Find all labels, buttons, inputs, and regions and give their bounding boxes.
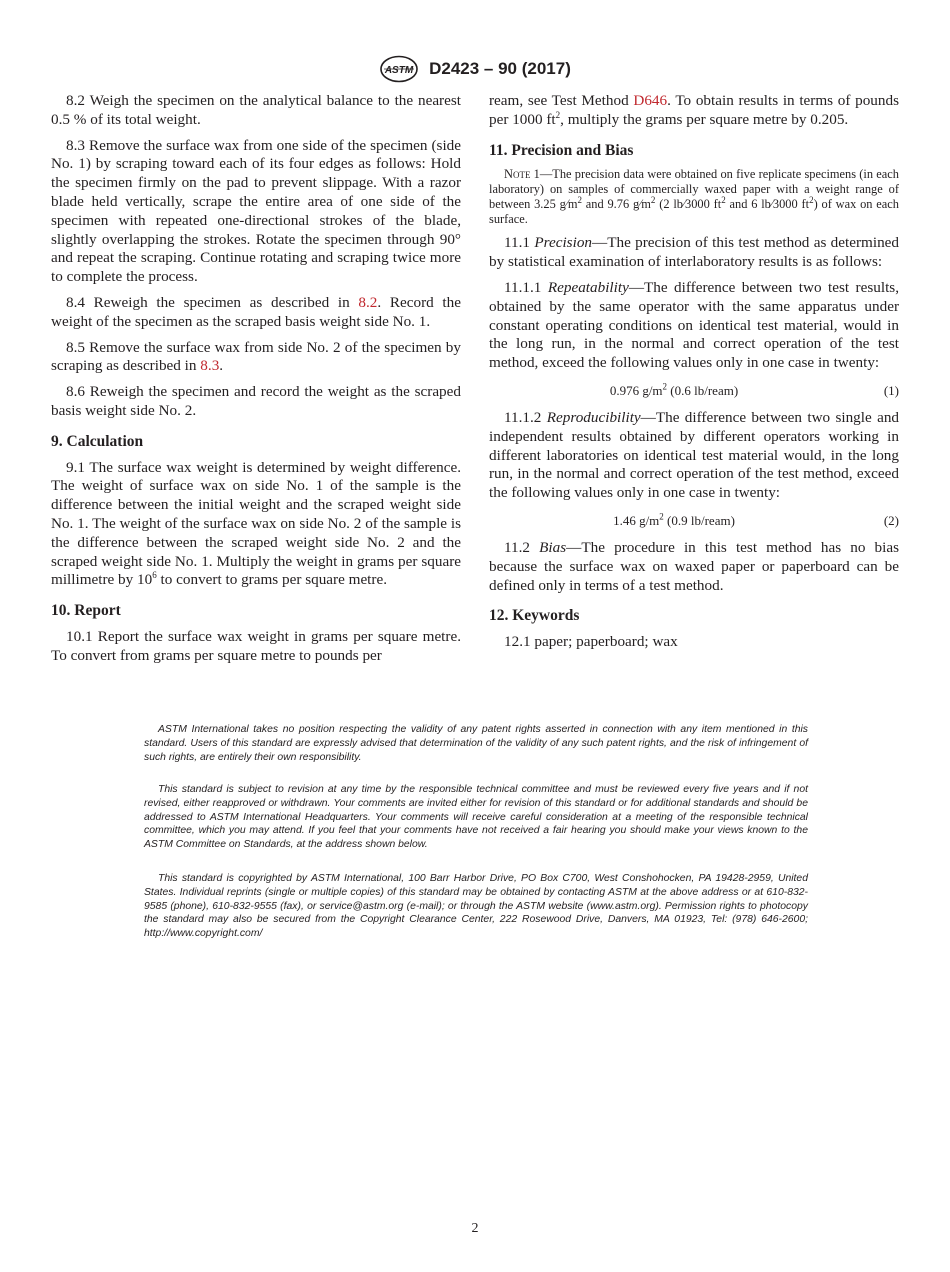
left-column [51,92,461,673]
equation-number: (1) [883,382,899,398]
section-8-5: 8.5 Remove the surface wax from side No. 2 of the specimen by scraping as described in 8.3. [51,338,461,375]
equation-2: 1.46 $g/m^2$ (0.9 lb/ream) (2) [489,510,899,532]
heading-precision-bias: 11. Precision and Bias [489,141,634,159]
right-column [489,92,899,659]
heading-calculation: 9. Calculation [51,432,144,450]
link-8-3[interactable]: 8.3 [200,357,220,375]
section-10-1-continued: ream, see Test Method D646. To obtain results in terms of pounds per 1000 $ft^2$, multiply the grams per square metre by 0.205. [489,92,899,128]
svg-text:ASTM: ASTM [384,65,414,76]
section-11-2: 11.2 Bias—The procedure in this test method has no bias because the surface wax on waxed paper or paperboard can be defined only in terms of a test method. [489,538,900,594]
heading-report: 10. Report [51,602,121,620]
note-1: Note 1—The precision data were obtained on five replicate specimens (in each laboratory) on samples of commercially waxed paper with a weight range of between 3.25 $g⁄m^2$ and 9.76 $g⁄m^2$ (2 lb⁄3000 $ft^2$ and 6 lb⁄3000 $ft^2$) of wax on each surface. [489,167,899,227]
heading-keywords: 12. Keywords [489,607,580,625]
section-11-1-2: 11.1.2 Reproducibility—The difference between two single and independent results obtained by different operators working in different laboratories on identical test material would, in the long run, in the normal and correct operation of the test method, exceed the following values only in one case in twenty: [489,408,900,502]
section-12-1: 12.1 paper; paperboard; wax [504,633,678,651]
link-d646[interactable]: D646 [633,92,668,109]
standard-designation: D2423 – 90 (2017) [429,59,571,78]
section-9-1: 9.1 The surface wax weight is determined by weight difference. The weight of surface wax on side No. 1 of the sample is the difference between the initial weight and the scraped weight side No. 1. The weight of the surface wax on side No. 2 of the sample is the difference between the scraped weight side No. 2 and the scraped weight side No. 1. Multiply the weight in grams per square millimetre by $10^6$ to convert to grams per square metre. [51,458,461,589]
footer-revision-notice: This standard is subject to revision at any time by the responsible technical committee and must be reviewed every five years and if not revised, either reapproved or withdrawn. Your comments are invited either for revision of this standard or for additional standards and should be addressed to ASTM International Headquarters. Your comments will receive careful consideration at a meeting of the responsible technical committee, which you may attend. If you feel that your comments have not received a fair hearing you should make your views known to the ASTM Committee on Standards, at the address shown below. [144,784,808,851]
section-11-1: 11.1 Precision—The precision of this test method as determined by statistical examination of interlaboratory results is as follows: [489,234,900,271]
astm-logo-icon [379,55,419,83]
page-header [0,55,950,83]
page-number: 2 [471,1221,479,1236]
section-10-1: 10.1 Report the surface wax weight in grams per square metre. To convert from grams per square metre to pounds per [51,627,461,664]
equation-1: 0.976 $g/m^2$ (0.6 lb/ream) (1) [489,380,899,402]
footer-copyright-notice: This standard is copyrighted by ASTM International, 100 Barr Harbor Drive, PO Box C700, West Conshohocken, PA 19428-2959, United States. Individual reprints (single or multiple copies) of this standard may be obtained by contacting ASTM at the above address or at 610-832-9585 (phone), 610-832-9555 (fax), or service@astm.org (e-mail); or through the ASTM website (www.astm.org). Permission rights to photocopy the standard may also be secured from the Copyright Clearance Center, 222 Rosewood Drive, Danvers, MA 01923, Tel: (978) 646-2600; http://www.copyright.com/ [144,873,808,940]
footer-patent-notice: ASTM International takes no position respecting the validity of any patent rights asserted in connection with any item mentioned in this standard. Users of this standard are expressly advised that determination of the validity of any such patent rights, and the risk of infringement of such rights, are entirely their own responsibility. [144,724,808,763]
section-8-4: 8.4 Reweigh the specimen as described in 8.2. Record the weight of the specimen as the scraped basis weight side No. 1. [51,293,461,330]
section-8-6: 8.6 Reweigh the specimen and record the weight as the scraped basis weight side No. 2. [51,383,461,419]
section-8-2: 8.2 Weigh the specimen on the analytical balance to the nearest 0.5 % of its total weight. [51,92,461,128]
section-8-3: 8.3 Remove the surface wax from one side of the specimen (side No. 1) by scraping toward each of its four edges as follows: Hold the specimen firmly on the pad to prevent slippage. With a razor blade held vertically, scrape the entire area of one side of the specimen with repeated one-directional strokes of the blade, slightly overlapping the strokes. Rotate the specimen through 90° and repeat the scraping. Continue rotating and scraping twice more to complete the process. [51,136,461,286]
equation-number: (2) [883,512,899,528]
link-8-2[interactable]: 8.2 [358,293,378,311]
section-11-1-1: 11.1.1 Repeatability—The difference between two test results, obtained by the same operator with the same apparatus under constant operating conditions on identical test material, would in the long run, in the normal and correct operation of the test method, exceed the following values only in one case in twenty: [489,278,899,372]
